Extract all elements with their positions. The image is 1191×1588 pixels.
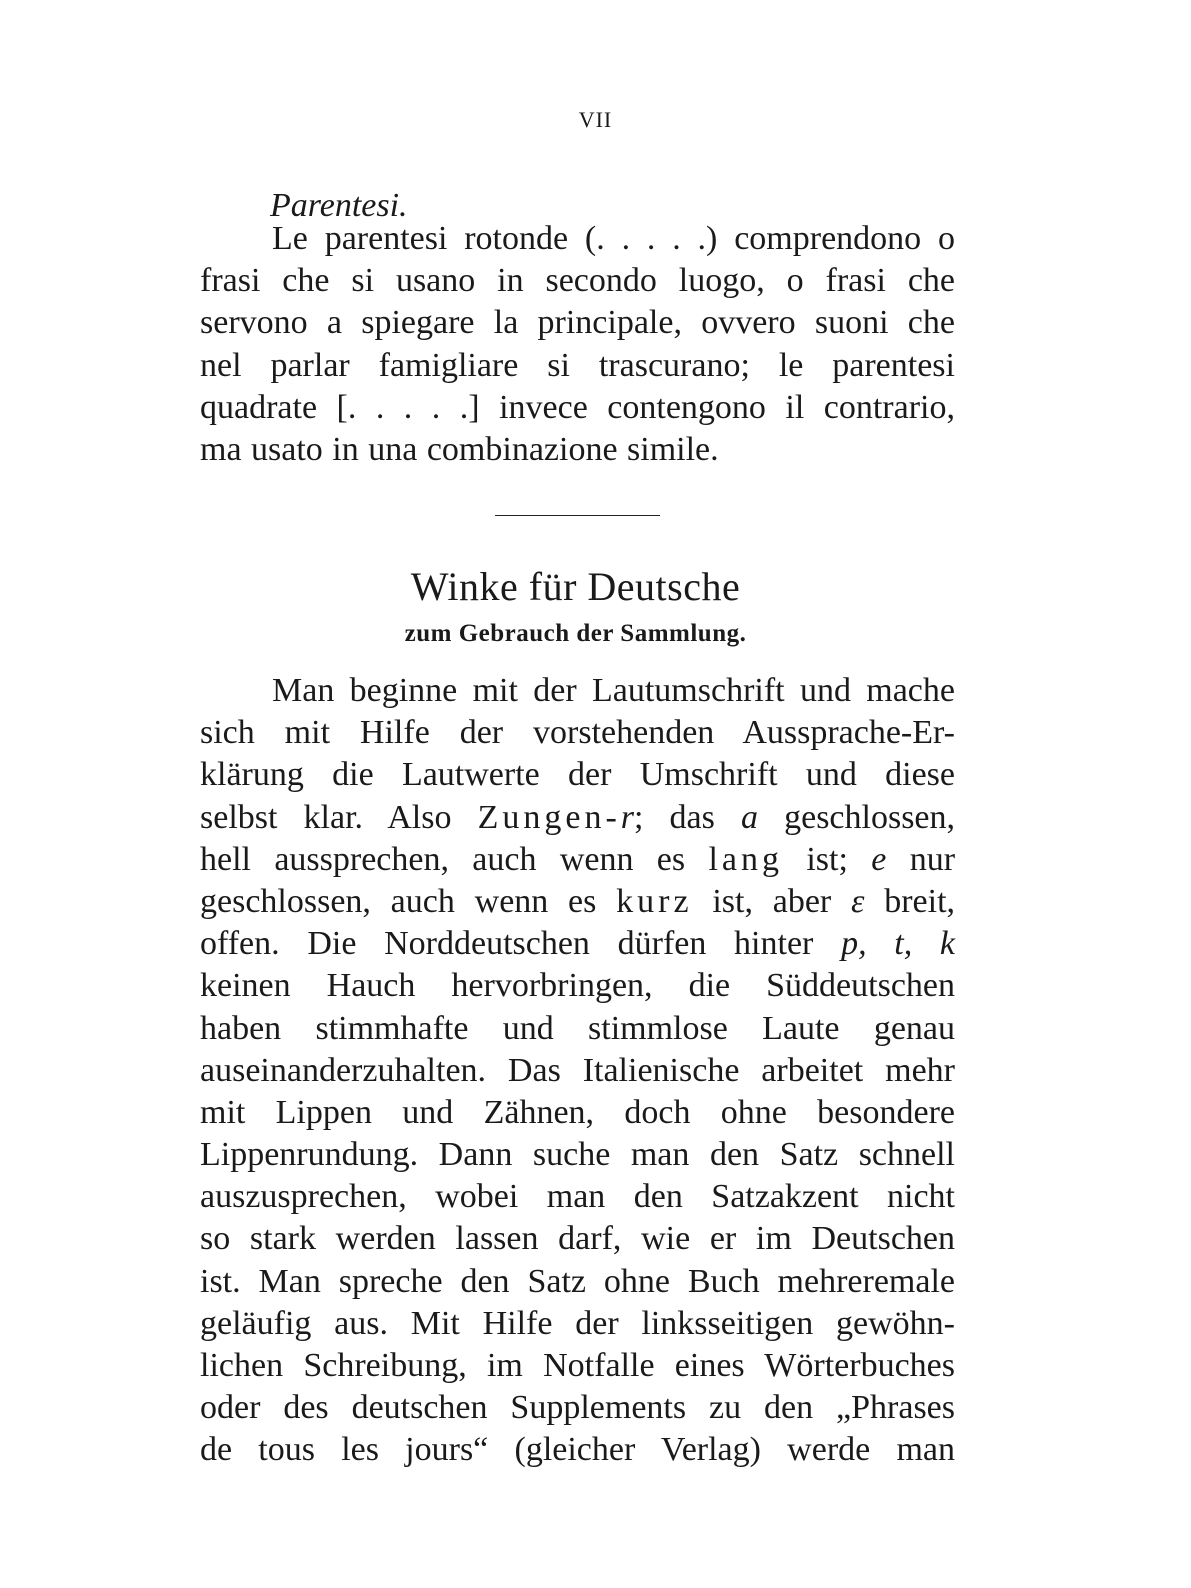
italic-text: r bbox=[620, 798, 635, 836]
text-segment: breit, bbox=[884, 882, 956, 920]
text-line: keinen Hauch hervorbringen, die Süddeutschen bbox=[200, 967, 955, 1005]
text-line bbox=[200, 923, 955, 965]
text-line: oder des deutschen Supplements zu den „Phrases bbox=[200, 1389, 955, 1427]
italic-text: a bbox=[741, 798, 758, 836]
text-segment: geschlossen, auch wenn es bbox=[200, 882, 597, 920]
spaced-text: kurz bbox=[616, 882, 693, 920]
winke-paragraph bbox=[200, 670, 955, 1472]
text-line: Man beginne mit der Lautumschrift und mache bbox=[272, 672, 955, 709]
spaced-text: lang bbox=[708, 840, 784, 878]
text-segment: ; das bbox=[634, 798, 715, 836]
text-segment: selbst klar. Also bbox=[200, 798, 452, 836]
section-heading-parentesi: Parentesi. bbox=[270, 187, 408, 224]
text-line: auseinanderzuhalten. Das Italienische arbeitet mehr bbox=[200, 1051, 955, 1089]
text-line: Le parentesi rotonde (. . . . .) comprendono o bbox=[272, 220, 955, 257]
text-line: klärung die Lautwerte der Umschrift und diese bbox=[200, 756, 955, 794]
text-line: geläufig aus. Mit Hilfe der linksseitigen gewöhn- bbox=[200, 1304, 955, 1342]
text-segment: nur bbox=[909, 840, 956, 878]
text-line: so stark werden lassen darf, wie er im Deutschen bbox=[200, 1220, 955, 1258]
text-line bbox=[200, 839, 955, 881]
text-line: haben stimmhafte und stimmlose Laute genau bbox=[200, 1009, 955, 1047]
text-segment: hell aussprechen, auch wenn es bbox=[200, 840, 686, 878]
text-segment: geschlossen, bbox=[784, 798, 956, 836]
text-line: frasi che si usano in secondo luogo, o frasi che bbox=[200, 262, 955, 300]
chapter-subtitle: zum Gebrauch der Sammlung. bbox=[404, 620, 747, 647]
text-line bbox=[200, 797, 955, 839]
text-segment: offen. Die Norddeutschen dürfen hinter bbox=[200, 925, 814, 963]
italic-text: p, t, k bbox=[841, 925, 955, 963]
text-line: mit Lippen und Zähnen, doch ohne besondere bbox=[200, 1093, 955, 1131]
text-segment: ist, aber bbox=[712, 882, 832, 920]
page-number: VII bbox=[578, 107, 613, 132]
text-line: Lippenrundung. Dann suche man den Satz schnell bbox=[200, 1136, 955, 1174]
text-segment: ist; bbox=[806, 840, 848, 878]
italic-text: ε bbox=[851, 882, 865, 920]
text-line: de tous les jours“ (gleicher Verlag) werde man bbox=[200, 1431, 955, 1469]
parentesi-paragraph bbox=[200, 218, 955, 471]
text-line: quadrate [. . . . .] invece contengono il contrario, bbox=[200, 388, 955, 426]
section-divider bbox=[495, 515, 660, 516]
text-line: auszusprechen, wobei man den Satzakzent nicht bbox=[200, 1178, 955, 1216]
spaced-text: Zungen- bbox=[477, 798, 621, 836]
text-line: nel parlar famigliare si trascurano; le parentesi bbox=[200, 346, 955, 384]
chapter-title: Winke für Deutsche bbox=[410, 564, 741, 609]
text-line: servono a spiegare la principale, ovvero suoni che bbox=[200, 304, 955, 342]
text-line: ist. Man spreche den Satz ohne Buch mehreremale bbox=[200, 1262, 955, 1300]
text-line bbox=[200, 881, 955, 923]
text-line: sich mit Hilfe der vorstehenden Aussprache-Er- bbox=[200, 714, 955, 752]
text-line: ma usato in una combinazione simile. bbox=[200, 430, 719, 468]
text-line: lichen Schreibung, im Notfalle eines Wörterbuches bbox=[200, 1347, 955, 1384]
italic-text: e bbox=[871, 840, 887, 878]
